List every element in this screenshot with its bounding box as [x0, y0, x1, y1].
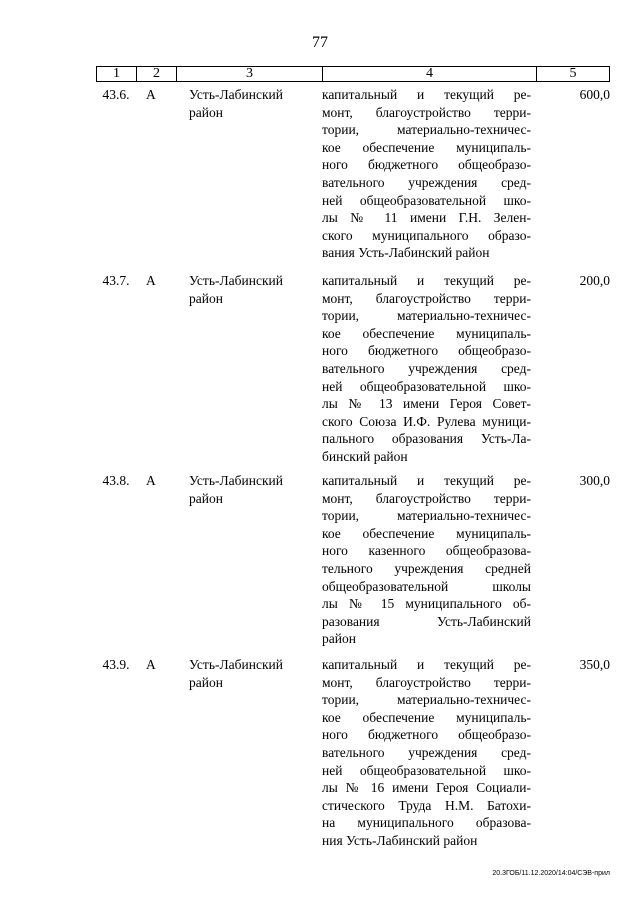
description-line: бинский район	[322, 448, 408, 464]
row-amount: 200,0	[579, 273, 610, 288]
description-line: кое обеспечение муниципаль-	[322, 525, 531, 541]
row-amount: 600,0	[579, 87, 610, 102]
description-line: тельного учреждения средней	[322, 560, 531, 576]
row-description	[322, 272, 531, 466]
description-line: стического Труда Н.М. Батохи-	[322, 797, 531, 813]
description-line: ней общеобразовательной шко-	[322, 762, 531, 778]
row-number: 43.6.	[102, 87, 130, 102]
row-description	[322, 472, 531, 648]
description-line: кое обеспечение муниципаль-	[322, 139, 531, 155]
description-line: лы № 13 имени Героя Совет-	[322, 396, 531, 412]
row-amount: 350,0	[579, 657, 610, 672]
description-line: тории, материально-техничес-	[322, 508, 531, 524]
row-district: Усть-Лабинский район	[189, 473, 283, 506]
description-line: район	[322, 631, 356, 647]
row-number: 43.9.	[102, 657, 130, 672]
description-line: ного казенного общеобразова-	[322, 543, 531, 559]
row-code: А	[146, 273, 156, 288]
description-line: лы № 15 муниципального об-	[322, 596, 531, 612]
row-district: Усть-Лабинский район	[189, 657, 283, 690]
row-description	[322, 86, 531, 262]
description-line: общеобразовательной школы	[322, 578, 531, 594]
header-col-2: 2	[137, 67, 177, 81]
description-line: тории, материально-техничес-	[322, 122, 531, 138]
description-line: тории, материально-техничес-	[322, 308, 531, 324]
row-code: А	[146, 87, 156, 102]
description-line: капитальный и текущий ре-	[322, 87, 531, 102]
row-description	[322, 656, 531, 850]
description-line: ного бюджетного общеобразо-	[322, 727, 531, 743]
row-amount: 300,0	[579, 473, 610, 488]
row-district: Усть-Лабинский район	[189, 87, 283, 120]
row-code: А	[146, 657, 156, 672]
description-line: капитальный и текущий ре-	[322, 273, 531, 288]
description-line: ного бюджетного общеобразо-	[322, 343, 531, 359]
description-line: капитальный и текущий ре-	[322, 657, 531, 672]
description-line: ского Союза И.Ф. Рулева муници-	[322, 413, 531, 429]
description-line: разования Усть-Лабинский	[322, 613, 531, 629]
row-number: 43.7.	[102, 273, 130, 288]
document-footer-code: 20.3ГОБ/11.12.2020/14:04/СЭВ-прил	[492, 870, 610, 877]
header-col-4: 4	[323, 67, 537, 81]
description-line: лы № 11 имени Г.Н. Зелен-	[322, 210, 531, 226]
description-line: кое обеспечение муниципаль-	[322, 325, 531, 341]
description-line: ней общеобразовательной шко-	[322, 378, 531, 394]
description-line: вания Усть-Лабинский район	[322, 245, 490, 261]
table-header	[96, 66, 610, 82]
description-line: ного бюджетного общеобразо-	[322, 157, 531, 173]
description-line: вательного учреждения сред-	[322, 744, 531, 760]
description-line: пального образования Усть-Ла-	[322, 431, 531, 447]
description-line: монт, благоустройство терри-	[322, 490, 531, 506]
page-number: 77	[312, 34, 328, 51]
description-line: ского муниципального образо-	[322, 227, 531, 243]
description-line: на муниципального образова-	[322, 815, 531, 831]
description-line: ней общеобразовательной шко-	[322, 192, 531, 208]
description-line: вательного учреждения сред-	[322, 174, 531, 190]
header-col-3: 3	[177, 67, 323, 81]
header-col-5: 5	[569, 66, 577, 81]
description-line: монт, благоустройство терри-	[322, 290, 531, 306]
row-code: А	[146, 473, 156, 488]
description-line: ния Усть-Лабинский район	[322, 832, 478, 848]
description-line: монт, благоустройство терри-	[322, 674, 531, 690]
row-district: Усть-Лабинский район	[189, 273, 283, 306]
row-number: 43.8.	[102, 473, 130, 488]
description-line: тории, материально-техничес-	[322, 692, 531, 708]
description-line: монт, благоустройство терри-	[322, 104, 531, 120]
header-col-1: 1	[97, 67, 137, 81]
description-line: лы № 16 имени Героя Социали-	[322, 780, 531, 796]
description-line: кое обеспечение муниципаль-	[322, 709, 531, 725]
description-line: вательного учреждения сред-	[322, 360, 531, 376]
description-line: капитальный и текущий ре-	[322, 473, 531, 488]
